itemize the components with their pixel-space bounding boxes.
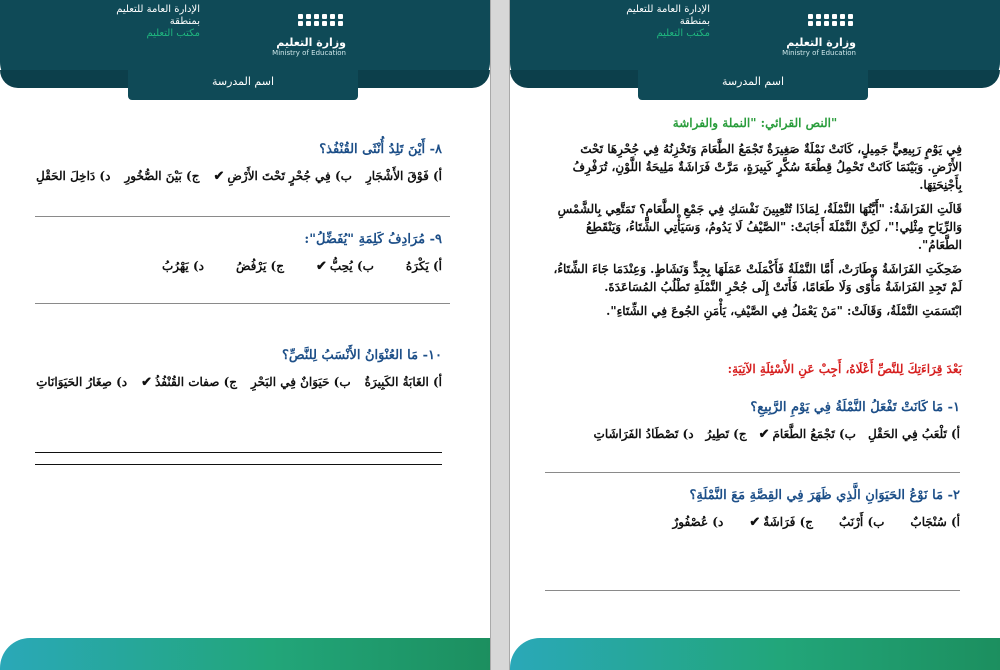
option-a[interactable]: أ) تَلْعَبُ فِي الحَقْلِ <box>867 427 960 441</box>
options-row <box>40 259 442 274</box>
logo-dots-icon <box>808 14 854 26</box>
option-d[interactable]: د) يَهْرُبُ <box>161 259 204 273</box>
option-b[interactable]: ب) تَجْمَعُ الطَّعَامَ✔ <box>758 427 856 442</box>
option-c[interactable]: ج) بَيْنَ الصُّخُورِ <box>124 169 200 183</box>
reading-text-title: النص القرائي: "النملة والفراشة" <box>672 116 838 130</box>
option-a[interactable]: أ) سُنْجَابٌ <box>910 515 960 529</box>
paragraph: ابْتَسَمَتِ النَّمْلَةُ، وَقَالَتْ: "مَنْ يَعْمَلُ فِي الصَّيْفِ، يَأْمَنِ الجُوعَ فِي الشِّتَاءِ". <box>606 304 962 318</box>
school-name-label: اسم المدرسة <box>638 70 868 100</box>
org-line-1: الإدارة العامة للتعليم <box>116 4 200 15</box>
ministry-name-ar: وزارة التعليم <box>786 36 856 49</box>
page-footer <box>510 638 1000 670</box>
option-d[interactable]: د) تَصْطَادُ الفَرَاشَاتِ <box>593 427 694 441</box>
ministry-name-ar: وزارة التعليم <box>276 36 346 49</box>
org-line-2: بمنطقة <box>169 16 200 27</box>
org-block <box>626 4 710 40</box>
school-name-label: اسم المدرسة <box>128 70 358 100</box>
ministry-logo <box>268 12 346 58</box>
question-title: ١٠- مَا العُنْوَانُ الأَنْسَبُ لِلنَّصِّ؟ <box>281 348 442 363</box>
option-c[interactable]: ج) فَرَاشَةٌ✔ <box>749 515 814 530</box>
option-c[interactable]: ج) تَطِيرُ <box>705 427 747 441</box>
option-b[interactable]: ب) يُحِبُّ✔ <box>315 259 374 274</box>
option-a[interactable]: أ) فَوْقَ الأَشْجَارِ <box>365 169 442 183</box>
options-row <box>36 169 442 184</box>
question-10 <box>36 348 442 390</box>
option-b[interactable]: ب) حَيَوَانٌ فِي البَحْرِ <box>251 375 351 389</box>
options-row <box>540 427 960 442</box>
option-b[interactable]: ب) أَرْنَبٌ <box>839 515 885 529</box>
question-8 <box>36 142 442 184</box>
org-block <box>116 4 200 40</box>
check-icon: ✔ <box>315 259 327 274</box>
divider <box>35 216 450 217</box>
option-a[interactable]: أ) الغَابَةُ الكَبِيرَةُ <box>364 375 442 389</box>
option-a[interactable]: أ) يَكْرَهُ <box>405 259 442 273</box>
question-9 <box>40 232 442 274</box>
questions-instruction: بَعْدَ قِرَاءَتِكَ لِلنَّصِّ أَعْلَاهُ، أَجِبْ عَنِ الأَسْئِلَةِ الآتِيَةِ: <box>727 362 962 376</box>
page-footer <box>0 638 490 670</box>
logo-dots-icon <box>298 14 344 26</box>
options-row <box>540 515 960 530</box>
check-icon: ✔ <box>213 169 225 184</box>
check-icon: ✔ <box>141 375 152 390</box>
question-1 <box>540 400 960 442</box>
option-d[interactable]: د) عُصْفُورٌ <box>672 515 724 529</box>
divider <box>35 303 450 304</box>
question-title: ٨- أَيْنَ تَلِدُ أُنْثَى القُنْفُذ؟ <box>319 142 442 157</box>
org-line-3: مكتب التعليم <box>656 28 710 39</box>
check-icon: ✔ <box>749 515 761 530</box>
options-row <box>36 375 442 390</box>
page-gutter <box>490 0 510 670</box>
question-title: ١- مَا كَانَتْ تَفْعَلُ النَّمْلَةُ فِي يَوْمِ الرَّبِيعِ؟ <box>750 400 960 415</box>
worksheet-page-left <box>0 0 490 670</box>
org-line-1: الإدارة العامة للتعليم <box>626 4 710 15</box>
org-line-2: بمنطقة <box>679 16 710 27</box>
question-title: ٩- مُرَادِفُ كَلِمَةِ "يُفَضِّلُ": <box>304 232 442 247</box>
divider <box>545 590 960 591</box>
question-title: ٢- مَا نَوْعُ الحَيَوَانِ الَّذِي ظَهَرَ فِي القِصَّةِ مَعَ النَّمْلَةِ؟ <box>689 488 960 503</box>
check-icon: ✔ <box>758 427 770 442</box>
ministry-name-en: Ministry of Education <box>272 49 346 57</box>
paragraph: فِي يَوْمٍ رَبِيعِيٍّ جَمِيلٍ، كَانَتْ نَمْلَةٌ صَغِيرَةٌ تَجْمَعُ الطَّعَامَ وَتَخْزِنُهُ فِي جُحْرِهَا تَحْتَ الأَرْضِ. وَبَيْنَمَا كَانَتْ تَحْمِلُ قِطْعَةَ سُكَّرٍ كَبِيرَةٍ، مَرَّتْ فَرَاشَةٌ مَلِيحَةُ اللَّوْنِ، تُرَفْرِفُ بِأَجْنِحَتِهَا. <box>572 142 962 192</box>
question-2 <box>540 488 960 530</box>
option-d[interactable]: د) دَاخِلَ الحَقْلِ <box>36 169 111 183</box>
ministry-logo <box>778 12 856 58</box>
divider <box>545 472 960 473</box>
paragraph: ضَحِكَتِ الفَرَاشَةُ وَطَارَتْ، أَمَّا النَّمْلَةُ فَأَكْمَلَتْ عَمَلَهَا بِجِدٍّ وَنَشَاطٍ. وَعِنْدَمَا جَاءَ الشِّتَاءُ، لَمْ تَجِدِ الفَرَاشَةُ مَأْوًى وَلَا طَعَامًا، فَأَتَتْ إِلَى جُحْرِ النَّمْلَةِ تَطْلُبُ المُسَاعَدَةَ. <box>553 262 962 294</box>
divider <box>35 464 442 465</box>
worksheet-page-right <box>510 0 1000 670</box>
paragraph: قَالَتِ الفَرَاشَةُ: "أَيَّتُهَا النَّمْلَةُ، لِمَاذَا تُتْعِبِينَ نَفْسَكِ فِي جَمْعِ الطَّعَامِ؟ تَمَتَّعِي بِالشَّمْسِ وَالرِّيَاحِ مِثْلِي!"، لَكِنَّ النَّمْلَةَ أَجَابَتْ: "الصَّيْفُ لَا يَدُومُ، وَسَيَأْتِي الشِّتَاءُ، وَيَنْقَطِعُ الطَّعَامُ". <box>557 202 962 252</box>
divider <box>35 452 442 453</box>
option-c[interactable]: ج) يَرْفُضُ <box>235 259 284 273</box>
option-b[interactable]: ب) فِي جُحْرٍ تَحْتَ الأَرْضِ✔ <box>213 169 352 184</box>
option-d[interactable]: د) صِغَارُ الحَيَوَانَاتِ <box>36 375 128 389</box>
org-line-3: مكتب التعليم <box>146 28 200 39</box>
ministry-name-en: Ministry of Education <box>782 49 856 57</box>
option-c[interactable]: ج) صفات القُنْفُذُ✔ <box>141 375 238 390</box>
reading-text <box>542 140 962 326</box>
